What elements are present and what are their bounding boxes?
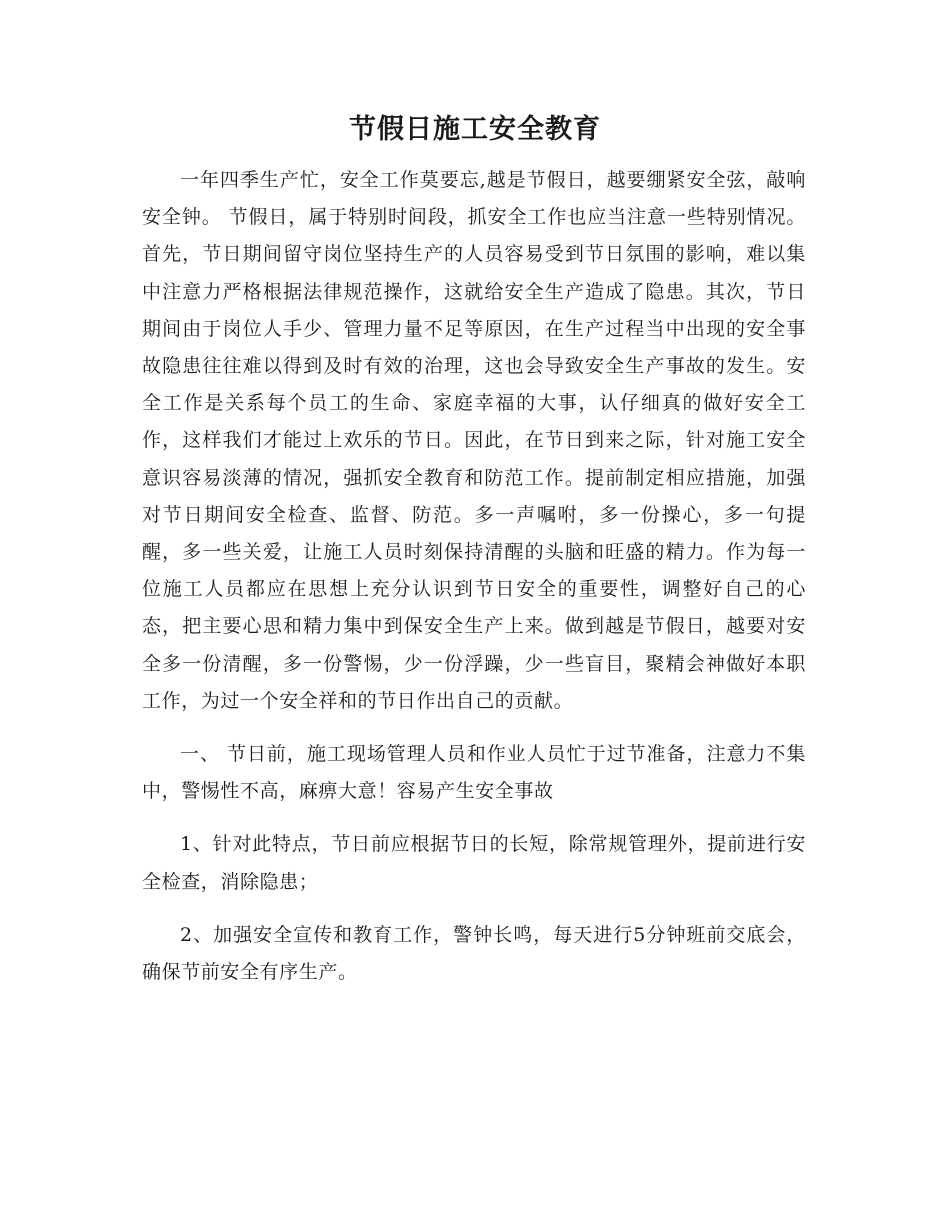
list-item-paragraph: 1、针对此特点，节日前应根据节日的长短，除常规管理外，提前进行安全检查，消除隐患； <box>142 833 806 893</box>
list-item-paragraph: 2、加强安全宣传和教育工作，警钟长鸣，每天进行5分钟班前交底会，确保节前安全有序生产。 <box>142 923 806 984</box>
document-body <box>142 162 806 991</box>
intro-paragraph: 一年四季生产忙，安全工作莫要忘,越是节假日，越要绷紧安全弦，敲响安全钟。 节假日，属于特别时间段，抓安全工作也应当注意一些特别情况。首先，节日期间留守岗位坚持生产的人员容易受到节日氛围的影响，难以集中注意力严格根据法律规范操作，这就给安全生产造成了隐患。其次，节日期间由于岗位人手少、管理力量不足等原因，在生产过程当中出现的安全事故隐患往往难以得到及时有效的治理，这也会导致安全生产事故的发生。安全工作是关系每个员工的生命、家庭幸福的大事，认仔细真的做好安全工作，这样我们才能过上欢乐的节日。因此，在节日到来之际，针对施工安全意识容易淡薄的情况，强抓安全教育和防范工作。提前制定相应措施，加强对节日期间安全检查、监督、防范。多一声嘱咐，多一份操心，多一句提醒，多一些关爱，让施工人员时刻保持清醒的头脑和旺盛的精力。作为每一位施工人员都应在思想上充分认识到节日安全的重要性，调整好自己的心态，把主要心思和精力集中到保安全生产上来。做到越是节假日，越要对安全多一份清醒，多一份警惕，少一份浮躁，少一些盲目，聚精会神做好本职工作，为过一个安全祥和的节日作出自己的贡献。 <box>142 169 806 712</box>
document-title: 节假日施工安全教育 <box>349 114 601 145</box>
section-heading-paragraph: 一、 节日前，施工现场管理人员和作业人员忙于过节准备，注意力不集中，警惕性不高，麻痹大意！容易产生安全事故 <box>142 743 806 803</box>
